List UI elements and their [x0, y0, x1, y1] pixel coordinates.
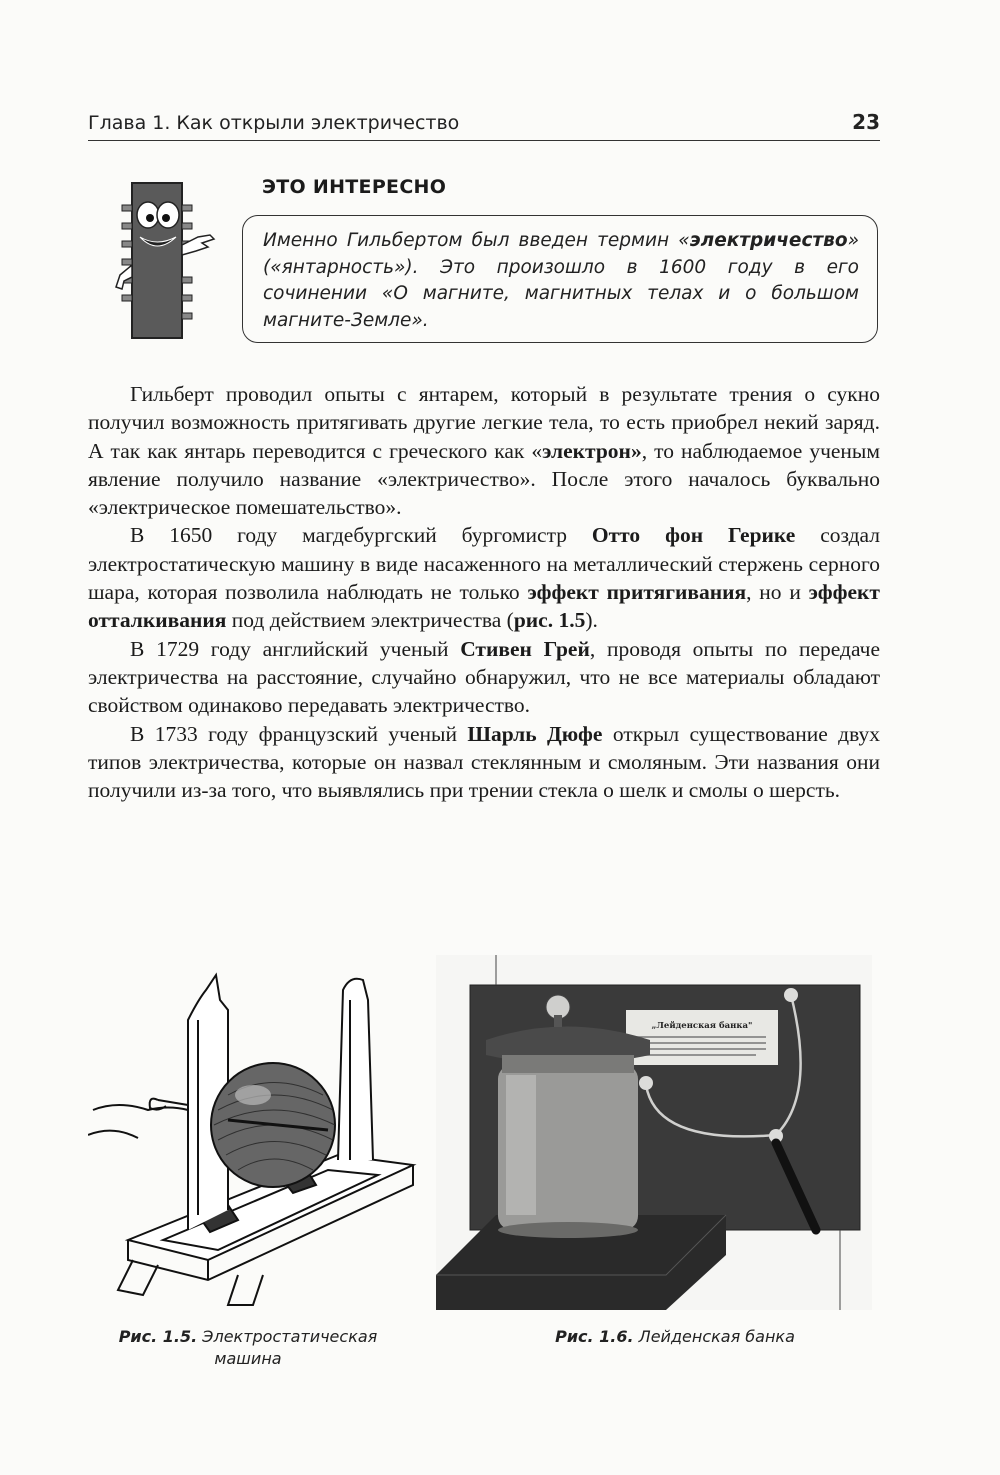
chapter-title: Глава 1. Как открыли электричество — [88, 112, 460, 134]
page-number: 23 — [852, 110, 880, 134]
electrostatic-machine-illustration — [88, 960, 423, 1310]
paragraph-3: В 1729 году английский ученый Стивен Грей, проводя опыты по передаче электричества на расстояние, случайно обнаружил, что не все материалы обладают свойством одинаково передавать электричество. — [88, 636, 880, 718]
main-text — [88, 380, 880, 804]
paragraph-2: В 1650 году магдебургский бургомистр Отто фон Герике создал электростатическую машину в виде насаженного на металлический стержень серного шара, которая позволила наблюдать не только эффект притягивания, но и эффект отталкивания под действием электричества (рис. 1.5). — [88, 523, 880, 633]
figure-1-5-caption: Рис. 1.5. Электростатическая машина — [118, 1327, 378, 1368]
paragraph-1: Гильберт проводил опыты с янтарем, который в результате трения о сукно получил возможность притягивать другие легкие тела, то есть приобрел некий заряд. А так как янтарь переводится с греческого как «электрон», то наблюдаемое ученым явление получило название «электричество». После этого началось буквально «электрическое помешательство». — [88, 382, 880, 520]
paragraph-4: В 1733 году французский ученый Шарль Дюфе открыл существование двух типов электричества, которые он назвал стеклянным и смоляным. Эти названия они получили из-за того, что выявлялись при трении стекла о шелк и смолы о шерсть. — [88, 721, 881, 803]
leyden-jar-photo — [436, 955, 872, 1310]
callout-text: Именно Гильбертом был введен термин «электричество» («янтарность»). Это произошло в 1600 году в его сочинении «О магните, магнитных телах и о большом магните-Земле». — [263, 230, 859, 331]
jar-label-title: „Лейденская банка" — [651, 1021, 753, 1031]
callout-box — [242, 215, 878, 343]
callout-title: ЭТО ИНТЕРЕСНО — [262, 176, 447, 198]
figure-1-6-caption: Рис. 1.6. Лейденская банка — [555, 1327, 795, 1346]
running-header — [88, 108, 880, 141]
chip-mascot-icon — [110, 175, 220, 345]
